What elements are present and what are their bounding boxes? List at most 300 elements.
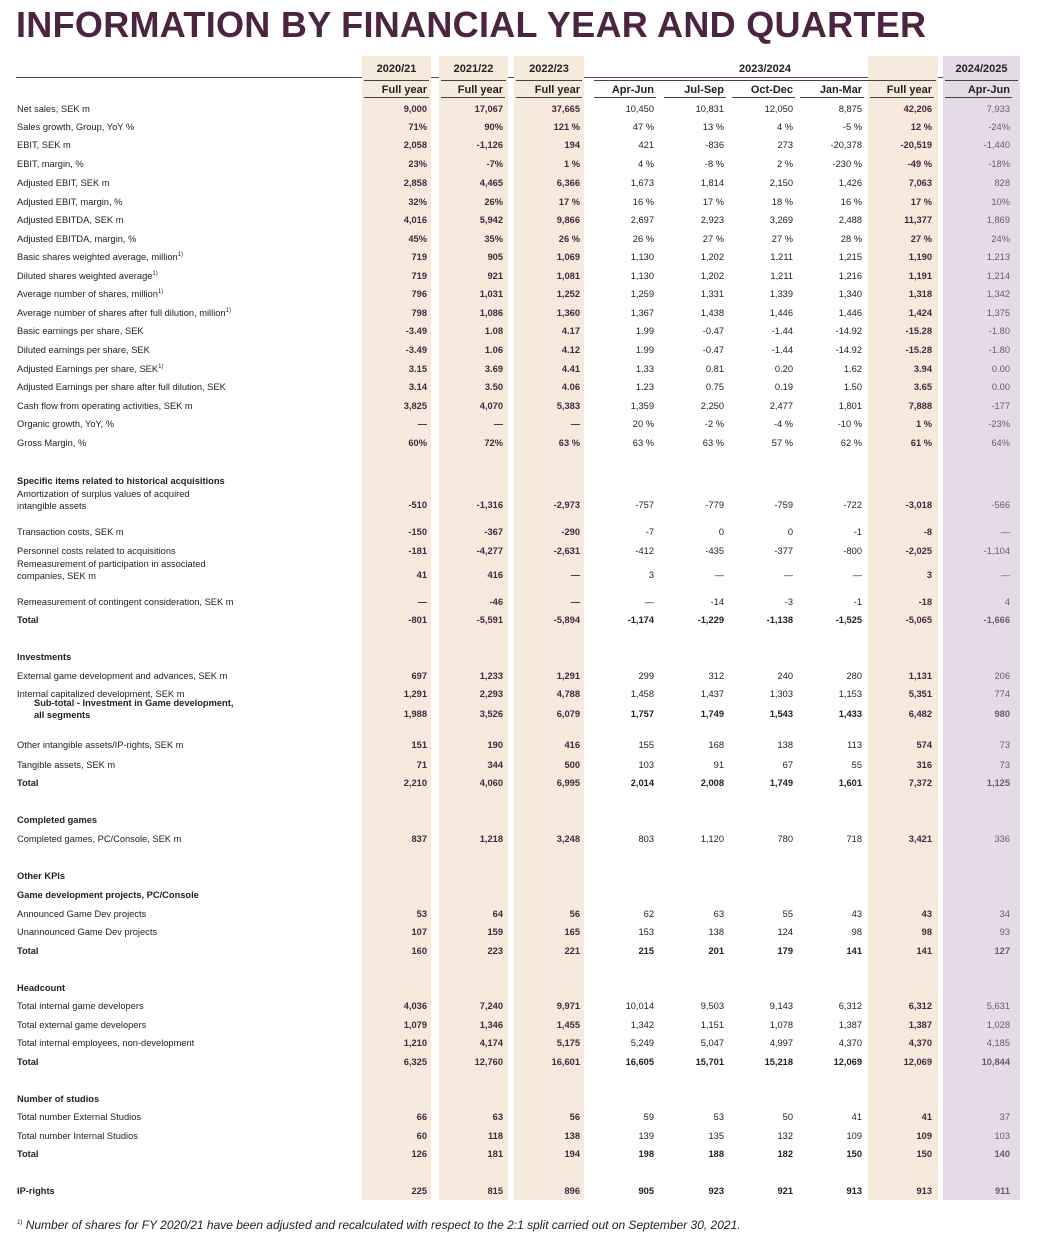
table-cell: 109 xyxy=(846,1131,862,1141)
column-header-3: Apr-Jun xyxy=(611,84,654,96)
table-cell: 2,488 xyxy=(838,215,862,225)
row-label xyxy=(17,1186,55,1196)
table-cell: 10,831 xyxy=(695,104,724,114)
table-cell: 9,000 xyxy=(403,104,427,114)
row-label-text: Investments xyxy=(17,652,72,662)
table-cell: -150 xyxy=(408,527,427,537)
footnote-ref: 1) xyxy=(225,308,231,314)
table-cell: 61 % xyxy=(910,438,932,448)
table-cell: -377 xyxy=(774,546,793,556)
table-cell: 1,424 xyxy=(908,308,932,318)
table-cell: 3,269 xyxy=(769,215,793,225)
table-cell: — xyxy=(1000,527,1010,537)
table-cell: 4 xyxy=(1004,597,1010,607)
table-cell: 1,218 xyxy=(479,834,503,844)
table-cell: 1,130 xyxy=(630,252,654,262)
table-cell: 12,069 xyxy=(903,1057,932,1067)
table-cell: — xyxy=(644,597,654,607)
table-cell: — xyxy=(570,419,580,429)
row-label-text: Remeasurement of participation in associated xyxy=(17,559,206,569)
table-cell: 1,749 xyxy=(700,709,724,719)
table-cell: 1,601 xyxy=(838,778,862,788)
table-cell: 416 xyxy=(487,570,503,580)
table-cell: 3 xyxy=(648,570,654,580)
row-label-text-line2: intangible assets xyxy=(17,501,87,511)
table-cell: 1,213 xyxy=(986,252,1010,262)
table-cell: 1,359 xyxy=(630,401,654,411)
table-cell: 56 xyxy=(569,909,580,919)
table-cell: 6,312 xyxy=(908,1001,932,1011)
table-cell: 12 % xyxy=(910,122,932,132)
table-cell: 1,081 xyxy=(556,271,580,281)
row-label xyxy=(17,834,181,844)
row-label xyxy=(17,927,157,937)
table-cell: 718 xyxy=(846,834,862,844)
table-cell: 913 xyxy=(916,1186,932,1196)
table-cell: -3,018 xyxy=(905,500,932,510)
row-label-text: Sales growth, Group, YoY % xyxy=(17,122,135,132)
table-cell: 3.94 xyxy=(913,364,932,374)
table-cell: 32% xyxy=(408,197,427,207)
table-cell: 1,340 xyxy=(838,289,862,299)
table-cell: 896 xyxy=(564,1186,580,1196)
row-label-text: Specific items related to historical acquisitions xyxy=(17,476,225,486)
table-cell: 913 xyxy=(846,1186,862,1196)
table-cell: 139 xyxy=(638,1131,654,1141)
table-cell: -367 xyxy=(484,527,503,537)
table-cell: 59 xyxy=(643,1112,654,1122)
table-cell: 151 xyxy=(411,740,427,750)
table-cell: 500 xyxy=(564,760,580,770)
table-cell: 62 xyxy=(643,909,654,919)
table-cell: 140 xyxy=(994,1149,1010,1159)
table-cell: -1.44 xyxy=(771,326,793,336)
table-cell: 1,120 xyxy=(700,834,724,844)
table-cell: 179 xyxy=(777,946,793,956)
row-label-text: External game development and advances, SEK m xyxy=(17,671,228,681)
table-cell: 6,079 xyxy=(556,709,580,719)
table-cell: 9,866 xyxy=(556,215,580,225)
table-cell: 911 xyxy=(995,1186,1010,1196)
table-cell: 4,016 xyxy=(403,215,427,225)
table-cell: 1,202 xyxy=(700,252,724,262)
table-cell: 2,210 xyxy=(403,778,427,788)
table-cell: 4.06 xyxy=(561,382,580,392)
table-cell: -566 xyxy=(991,500,1010,510)
table-cell: 4,185 xyxy=(986,1038,1010,1048)
table-cell: 53 xyxy=(416,909,427,919)
row-label xyxy=(17,382,226,392)
column-header-rule-8 xyxy=(945,97,1012,98)
row-label xyxy=(17,815,97,825)
table-cell: 1,801 xyxy=(838,401,862,411)
table-cell: 1,031 xyxy=(479,289,503,299)
table-cell: 921 xyxy=(487,271,503,281)
table-cell: 63 % xyxy=(558,438,580,448)
table-cell: 159 xyxy=(487,927,503,937)
table-cell: -1,316 xyxy=(476,500,503,510)
table-cell: 9,503 xyxy=(700,1001,724,1011)
column-header-1: Full year xyxy=(457,84,503,96)
table-cell: -1,126 xyxy=(476,140,503,150)
table-cell: 37,665 xyxy=(551,104,580,114)
table-cell: -8 % xyxy=(704,159,724,169)
table-cell: 0 xyxy=(787,527,793,537)
table-cell: 15,701 xyxy=(695,1057,724,1067)
table-cell: 7,240 xyxy=(479,1001,503,1011)
table-cell: 138 xyxy=(564,1131,580,1141)
table-cell: -0.47 xyxy=(702,326,724,336)
table-cell: 10,844 xyxy=(981,1057,1010,1067)
footnote-ref: 1) xyxy=(177,252,184,258)
table-cell: 118 xyxy=(488,1131,503,1141)
table-cell: -23% xyxy=(988,419,1010,429)
table-cell: 2,477 xyxy=(769,401,793,411)
table-cell: 4,174 xyxy=(479,1038,503,1048)
row-label xyxy=(17,558,206,582)
row-label-text: Other intangible assets/IP-rights, SEK m xyxy=(17,740,184,750)
table-cell: -20,378 xyxy=(830,140,862,150)
table-cell: 1,543 xyxy=(769,709,793,719)
row-label-text: Adjusted EBIT, SEK m xyxy=(17,178,110,188)
table-cell: 4,036 xyxy=(403,1001,427,1011)
table-cell: -1,138 xyxy=(766,615,793,625)
table-cell: 50 xyxy=(782,1112,793,1122)
table-cell: 2,293 xyxy=(479,689,503,699)
table-cell: -14.92 xyxy=(835,345,862,355)
table-cell: 1.23 xyxy=(635,382,654,392)
table-cell: 299 xyxy=(638,671,654,681)
table-cell: 4 % xyxy=(776,122,793,132)
footnote xyxy=(17,1218,741,1232)
table-cell: 1,259 xyxy=(630,289,654,299)
table-cell: 165 xyxy=(564,927,580,937)
row-label-text: Remeasurement of contingent consideration, SEK m xyxy=(17,597,234,607)
row-label-text: Internal capitalized development, SEK m xyxy=(17,689,185,699)
table-cell: -49 % xyxy=(907,159,932,169)
row-label xyxy=(17,527,124,537)
table-cell: 150 xyxy=(846,1149,862,1159)
table-cell: 43 xyxy=(921,909,932,919)
table-cell: -1,104 xyxy=(983,546,1010,556)
table-cell: -18% xyxy=(988,159,1010,169)
table-cell: 5,047 xyxy=(700,1038,724,1048)
table-cell: -5,591 xyxy=(476,615,503,625)
table-cell: 13 % xyxy=(702,122,724,132)
table-cell: 12,760 xyxy=(474,1057,503,1067)
table-cell: 1,214 xyxy=(986,271,1010,281)
row-label-text: Number of studios xyxy=(17,1094,100,1104)
table-cell: 3.14 xyxy=(408,382,427,392)
table-cell: 181 xyxy=(487,1149,503,1159)
table-cell: 55 xyxy=(851,760,862,770)
table-cell: -1,666 xyxy=(983,615,1010,625)
table-cell: 2,858 xyxy=(403,178,427,188)
table-cell: 1,303 xyxy=(769,689,793,699)
table-cell: 47 % xyxy=(632,122,654,132)
table-cell: 15,218 xyxy=(764,1057,793,1067)
table-cell: 3.69 xyxy=(484,364,503,374)
table-cell: 1,869 xyxy=(986,215,1010,225)
table-cell: 921 xyxy=(777,1186,793,1196)
row-label-text: Basic shares weighted average, million xyxy=(17,252,178,263)
table-cell: 1 % xyxy=(915,419,932,429)
table-cell: 1,233 xyxy=(479,671,503,681)
table-cell: 1,360 xyxy=(556,308,580,318)
table-cell: -757 xyxy=(635,500,654,510)
table-cell: -0.47 xyxy=(702,345,724,355)
table-cell: 109 xyxy=(916,1131,932,1141)
table-cell: -4,277 xyxy=(476,546,503,556)
column-header-5: Oct-Dec xyxy=(750,84,793,96)
row-label-text: EBIT, margin, % xyxy=(17,159,84,169)
table-cell: -5,065 xyxy=(905,615,932,625)
table-cell: 6,325 xyxy=(403,1057,427,1067)
table-cell: -3.49 xyxy=(405,345,427,355)
row-label-text: IP-rights xyxy=(17,1186,55,1196)
header-group-2020-21: 2020/21 xyxy=(376,63,417,75)
table-cell: 0.75 xyxy=(705,382,724,392)
column-header-6: Jan-Mar xyxy=(819,84,862,96)
row-label-text: Total xyxy=(17,946,39,956)
row-label xyxy=(17,159,84,169)
table-cell: -722 xyxy=(843,500,862,510)
row-label xyxy=(17,1112,141,1122)
row-label xyxy=(17,308,231,318)
table-cell: 803 xyxy=(638,834,654,844)
table-cell: 126 xyxy=(411,1149,427,1159)
table-cell: 1.33 xyxy=(635,364,654,374)
table-cell: 6,312 xyxy=(838,1001,862,1011)
column-header-rule-4 xyxy=(664,97,726,98)
table-cell: 63 % xyxy=(632,438,654,448)
row-label-text: Total xyxy=(17,615,39,625)
table-cell: — xyxy=(570,570,580,580)
header-group-2021-22: 2021/22 xyxy=(453,63,494,75)
table-cell: 63 xyxy=(492,1112,503,1122)
row-label xyxy=(17,197,122,207)
table-cell: 1,342 xyxy=(630,1020,654,1030)
table-cell: 3,248 xyxy=(556,834,580,844)
header-group-2024-2025: 2024/2025 xyxy=(955,63,1008,75)
row-label-text: Average number of shares after full dilution, million xyxy=(17,308,226,319)
row-label-text: Total number Internal Studios xyxy=(17,1131,138,1141)
table-cell: -1.80 xyxy=(988,345,1010,355)
footnote-ref: 1) xyxy=(152,271,158,277)
table-cell: -1,229 xyxy=(697,615,724,625)
table-cell: 1,458 xyxy=(630,689,654,699)
table-cell: 206 xyxy=(994,671,1010,681)
table-cell: 2 % xyxy=(776,159,793,169)
table-cell: 0.00 xyxy=(991,382,1010,392)
row-label xyxy=(17,760,115,770)
table-cell: 1,438 xyxy=(700,308,724,318)
table-cell: 0.00 xyxy=(991,364,1010,374)
table-cell: — xyxy=(783,570,793,580)
row-label xyxy=(17,615,39,625)
table-cell: 5,942 xyxy=(479,215,503,225)
row-label-text-line2: all segments xyxy=(34,710,91,720)
table-cell: 1 % xyxy=(563,159,580,169)
table-cell: -14.92 xyxy=(835,326,862,336)
row-label-text: Total external game developers xyxy=(17,1020,147,1030)
table-cell: 3.65 xyxy=(913,382,932,392)
table-cell: -10 % xyxy=(837,419,862,429)
table-cell: 1,216 xyxy=(838,271,862,281)
column-header-rule-5 xyxy=(732,97,795,98)
table-cell: 1,131 xyxy=(908,671,932,681)
table-cell: -800 xyxy=(843,546,862,556)
table-cell: 719 xyxy=(411,271,427,281)
table-cell: -14 xyxy=(710,597,724,607)
table-cell: — xyxy=(570,597,580,607)
table-cell: 7,933 xyxy=(986,104,1010,114)
table-cell: 6,366 xyxy=(556,178,580,188)
table-cell: -2 % xyxy=(704,419,724,429)
table-cell: — xyxy=(417,597,427,607)
row-label xyxy=(17,1149,39,1159)
table-cell: 2,150 xyxy=(769,178,793,188)
table-cell: 225 xyxy=(411,1186,427,1196)
table-cell: 5,249 xyxy=(630,1038,654,1048)
table-cell: 1,130 xyxy=(630,271,654,281)
table-cell: 9,143 xyxy=(769,1001,793,1011)
table-cell: 1.99 xyxy=(635,326,654,336)
table-cell: 16 % xyxy=(840,197,862,207)
row-label xyxy=(17,140,71,150)
column-header-0: Full year xyxy=(381,84,427,96)
table-cell: 1,814 xyxy=(700,178,724,188)
table-cell: 16 % xyxy=(632,197,654,207)
table-cell: 153 xyxy=(638,927,654,937)
row-label xyxy=(17,289,163,299)
table-cell: 1,190 xyxy=(908,252,932,262)
table-cell: 0.20 xyxy=(774,364,793,374)
table-cell: 1.62 xyxy=(843,364,862,374)
table-cell: 62 % xyxy=(840,438,862,448)
row-label xyxy=(17,546,176,556)
table-cell: 16,601 xyxy=(551,1057,580,1067)
table-cell: 1,757 xyxy=(630,709,654,719)
table-cell: 1,202 xyxy=(700,271,724,281)
table-cell: 132 xyxy=(777,1131,793,1141)
table-cell: 1,387 xyxy=(908,1020,932,1030)
table-cell: 312 xyxy=(708,671,724,681)
row-label-text: Adjusted Earnings per share after full dilution, SEK xyxy=(17,382,226,392)
table-cell: 5,351 xyxy=(908,689,932,699)
table-cell: 815 xyxy=(487,1186,503,1196)
row-label xyxy=(34,697,233,721)
row-label xyxy=(17,1001,144,1011)
table-cell: -4 % xyxy=(773,419,793,429)
table-cell: 3.15 xyxy=(408,364,427,374)
table-cell: 3,421 xyxy=(908,834,932,844)
table-cell: 4.41 xyxy=(561,364,580,374)
table-cell: 1,346 xyxy=(479,1020,503,1030)
table-cell: 37 xyxy=(999,1112,1010,1122)
table-cell: 4,788 xyxy=(556,689,580,699)
row-label-text: Adjusted Earnings per share, SEK xyxy=(17,364,159,375)
table-cell: 63 xyxy=(713,909,724,919)
row-label-text: Cash flow from operating activities, SEK m xyxy=(17,401,193,411)
row-label xyxy=(17,652,71,662)
row-label-text: Total xyxy=(17,1057,39,1067)
table-cell: 1,079 xyxy=(403,1020,427,1030)
table-cell: 1,433 xyxy=(838,709,862,719)
row-label-text: Adjusted EBITDA, SEK m xyxy=(17,215,124,225)
table-cell: -759 xyxy=(774,500,793,510)
row-label xyxy=(17,401,193,411)
header-rule-2022-23 xyxy=(516,80,582,81)
table-cell: 35% xyxy=(484,234,503,244)
table-cell: -3.49 xyxy=(405,326,427,336)
row-label xyxy=(17,671,227,681)
table-cell: 194 xyxy=(564,140,580,150)
table-cell: 141 xyxy=(916,946,932,956)
table-cell: 3,526 xyxy=(479,709,503,719)
table-cell: 182 xyxy=(777,1149,793,1159)
table-cell: 3 xyxy=(926,570,932,580)
table-cell: 3.50 xyxy=(484,382,503,392)
table-cell: 34 xyxy=(999,909,1010,919)
row-label-text: Total internal employees, non-development xyxy=(17,1038,195,1048)
table-cell: 2,697 xyxy=(630,215,654,225)
table-cell: 63 % xyxy=(702,438,724,448)
table-cell: 23% xyxy=(408,159,427,169)
table-cell: 336 xyxy=(994,834,1010,844)
table-cell: 45% xyxy=(408,234,427,244)
table-cell: -181 xyxy=(408,546,427,556)
table-cell: 1,291 xyxy=(556,671,580,681)
table-cell: 2,014 xyxy=(630,778,654,788)
table-cell: -510 xyxy=(408,500,427,510)
table-cell: 1,342 xyxy=(986,289,1010,299)
table-cell: 121 % xyxy=(553,122,580,132)
table-cell: 24% xyxy=(991,234,1010,244)
table-cell: 42,206 xyxy=(903,104,932,114)
column-header-rule-6 xyxy=(800,97,864,98)
row-label xyxy=(17,326,144,336)
table-cell: 2,008 xyxy=(700,778,724,788)
row-label-text: Completed games, PC/Console, SEK m xyxy=(17,834,182,844)
column-header-rule-7 xyxy=(870,97,934,98)
table-cell: -3 xyxy=(784,597,793,607)
column-header-8: Apr-Jun xyxy=(967,84,1010,96)
row-label-text: Game development projects, PC/Console xyxy=(17,890,199,900)
table-cell: 26% xyxy=(484,197,503,207)
table-cell: -24% xyxy=(988,122,1010,132)
row-label-text: Amortization of surplus values of acquired xyxy=(17,489,190,499)
table-cell: -1.80 xyxy=(988,326,1010,336)
table-cell: 60 xyxy=(416,1131,427,1141)
table-cell: 5,175 xyxy=(556,1038,580,1048)
table-cell: -435 xyxy=(705,546,724,556)
table-cell: -5,894 xyxy=(553,615,580,625)
table-cell: 1,387 xyxy=(838,1020,862,1030)
table-cell: — xyxy=(493,419,503,429)
column-header-rule-0 xyxy=(364,97,429,98)
header-rule-2021-22 xyxy=(441,80,506,81)
table-cell: 344 xyxy=(487,760,503,770)
table-cell: 574 xyxy=(916,740,932,750)
table-cell: 135 xyxy=(708,1131,724,1141)
table-cell: 5,631 xyxy=(986,1001,1010,1011)
table-cell: 17 % xyxy=(702,197,724,207)
table-cell: 12,050 xyxy=(764,104,793,114)
table-cell: 138 xyxy=(708,927,724,937)
table-cell: 113 xyxy=(847,740,862,750)
table-cell: — xyxy=(417,419,427,429)
